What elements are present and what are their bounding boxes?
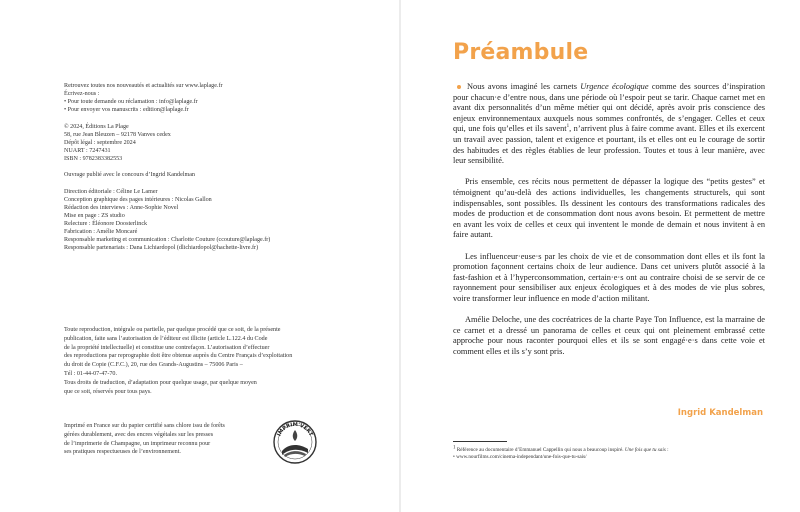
logo-text: IMPRIM'VERT — [276, 421, 314, 438]
colophon-line: Ouvrage publié avec le concours d’Ingrid Kandelman — [64, 172, 195, 179]
colophon-line: 58, rue Jean Bleuzen – 92178 Vanves cedex — [64, 131, 171, 138]
footnote-reference: 1 — [566, 124, 570, 130]
legal-line: des reproductions par reprographie doit être obtenue auprès du Centre Français d’exploitation — [64, 353, 293, 360]
colophon-line: Responsable partenariats : Dana Lichiardopol (dlichiardopol@hachette-livre.fr) — [64, 245, 259, 252]
paragraph-3: Les influenceur·euse·s par les choix de vie et de consommation dont elles et ils font la promotion façonnent certains choix de leur audience. Dans cet univers plutôt associé à la fast-fashion et à l’hyperconsommation, certain·e·s ont au contraire choisi de se servir de ce rayonnement pour sensibiliser aux enjeux écologiques et à des modes de vie plus sobres, voire transformer leur influence en mode d’action militant. — [453, 251, 765, 303]
colophon-line: Fabrication : Amélie Moncaré — [64, 228, 138, 235]
colophon-line: ISBN : 9782383382553 — [64, 155, 123, 162]
preamble-body — [453, 82, 765, 368]
colophon-line: Responsable marketing et communication : Charlotte Couture (ccouture@laplage.fr) — [64, 237, 271, 244]
imprim-vert-logo — [270, 417, 320, 467]
legal-line: Tél : 01-44-07-47-70. — [64, 370, 117, 377]
printer-line: gérées durablement, avec des encres végétales sur les presses — [64, 431, 214, 438]
colophon-line: Relecture : Éléonore Doosterlinck — [64, 220, 148, 227]
colophon-line: • Pour envoyer vos manuscrits : edition@laplage.fr — [64, 106, 354, 114]
legal-line: du droit de Copie (C.F.C.), 20, rue des Grands-Augustins – 75006 Paris – — [64, 362, 243, 369]
colophon-line: © 2024, Éditions La Plage — [64, 123, 129, 130]
spacer — [64, 179, 354, 187]
spacer — [64, 114, 354, 122]
colophon-line: Rédaction des interviews : Anne-Sophie Novel — [64, 204, 179, 211]
right-page-preamble — [401, 0, 800, 512]
colophon-line: Mise en page : ZS studio — [64, 212, 125, 219]
footnote-link[interactable]: www.nourfilms.com/cinema-independant/une-fois-que-tu-sais/ — [456, 454, 587, 460]
printer-line: de l’imprimerie de Champagne, un imprimeur reconnu pour — [64, 440, 211, 447]
colophon-line: Retrouvez toutes nos nouveautés et actualités sur www.laplage.fr — [64, 83, 223, 89]
legal-line: Toute reproduction, intégrale ou partielle, par quelque procédé que ce soit, de la présente — [64, 327, 281, 333]
colophon-line: • Pour toute demande ou réclamation : info@laplage.fr — [64, 98, 354, 106]
colophon-line: NUART : 7247431 — [64, 147, 111, 154]
footnote-rule — [453, 441, 507, 442]
paragraph-4: Amélie Deloche, une des cocréatrices de la charte Paye Ton Influence, est la marraine de ce carnet et a dressé un panorama de celles et ceux qui ont pleinement embrassé cette approche pour nous raconter pourquoi elles et ils se sont engagé·e·s dans cette voie et comment elles et ils s’y sont pris. — [453, 315, 765, 356]
paragraph-2: Pris ensemble, ces récits nous permettent de dépasser la logique des “petits gestes” et témoignent qu’au-delà des actions individuelles, les changements structurels, qui sont indispensables, sont possibles. Ils dessinent les contours des transformations radicales des modes de production et de consommation dont nous avons besoin. Et permettent de mettre en avant les voix de celles et ceux qui inventent le monde de demain et nous invitent à en faire autant. — [453, 177, 765, 240]
legal-line: que ce soit, réservés pour tous pays. — [64, 388, 152, 395]
legal-notice — [64, 326, 364, 396]
printer-line: ses pratiques respectueuses de l’environnement. — [64, 449, 181, 456]
spacer — [64, 163, 354, 171]
left-page-colophon — [0, 0, 399, 512]
colophon-line: Écrivez-nous : — [64, 91, 100, 98]
bullet-dot-icon — [457, 85, 461, 89]
colophon-line: Conception graphique des pages intérieures : Nicolas Gallon — [64, 196, 212, 203]
footnote: $^1$ Référence au documentaire d’Emmanuel Cappellin qui nous a beaucoup inspiré. Une fois que tu sais : • www.nourfilms.com/cinema-independant/une-fois-que-tu-sais/ — [453, 447, 765, 461]
author-signature: Ingrid Kandelman — [677, 408, 763, 418]
colophon-line: Direction éditoriale : Céline Le Lamer — [64, 188, 158, 195]
paragraph-1: Nous avons imaginé les carnets Urgence écologique comme des sources d’inspiration pour chacun·e d’entre nous, dans une période où l’espoir peut se tarir. Chaque carnet met en avant dix personnalités d’un même métier qui ont décidé, après avoir pris conscience des enjeux environnementaux auxquels nous sommes confrontés, de s’engager. Celles et ceux qui, une fois qu’elles et ils savent$^1$, n’arrivent plus à faire comme avant. Elles et ils exercent un travail avec passion, talent et exigence et pourtant, ils et elles ont eu le courage de sortir des habitudes et des règles établies de leur profession. Toutes et tous à leur manière, avec leur sensibilité. — [453, 82, 766, 166]
colophon-line: Dépôt légal : septembre 2024 — [64, 139, 136, 146]
legal-line: publication, faite sans l’autorisation de l’éditeur est illicite (article L.122.4 du Code — [64, 335, 268, 342]
printer-line: Imprimé en France sur du papier certifié sans chlore issu de forêts — [64, 423, 225, 429]
printer-notice — [64, 422, 274, 457]
legal-line: Tous droits de traduction, d’adaptation pour quelque usage, par quelque moyen — [64, 379, 257, 386]
page-title: Préambule — [453, 40, 589, 65]
legal-line: de la propriété intellectuelle) et constitue une contrefaçon. L’autorisation d’effectuer — [64, 344, 270, 351]
colophon-block — [64, 82, 354, 252]
